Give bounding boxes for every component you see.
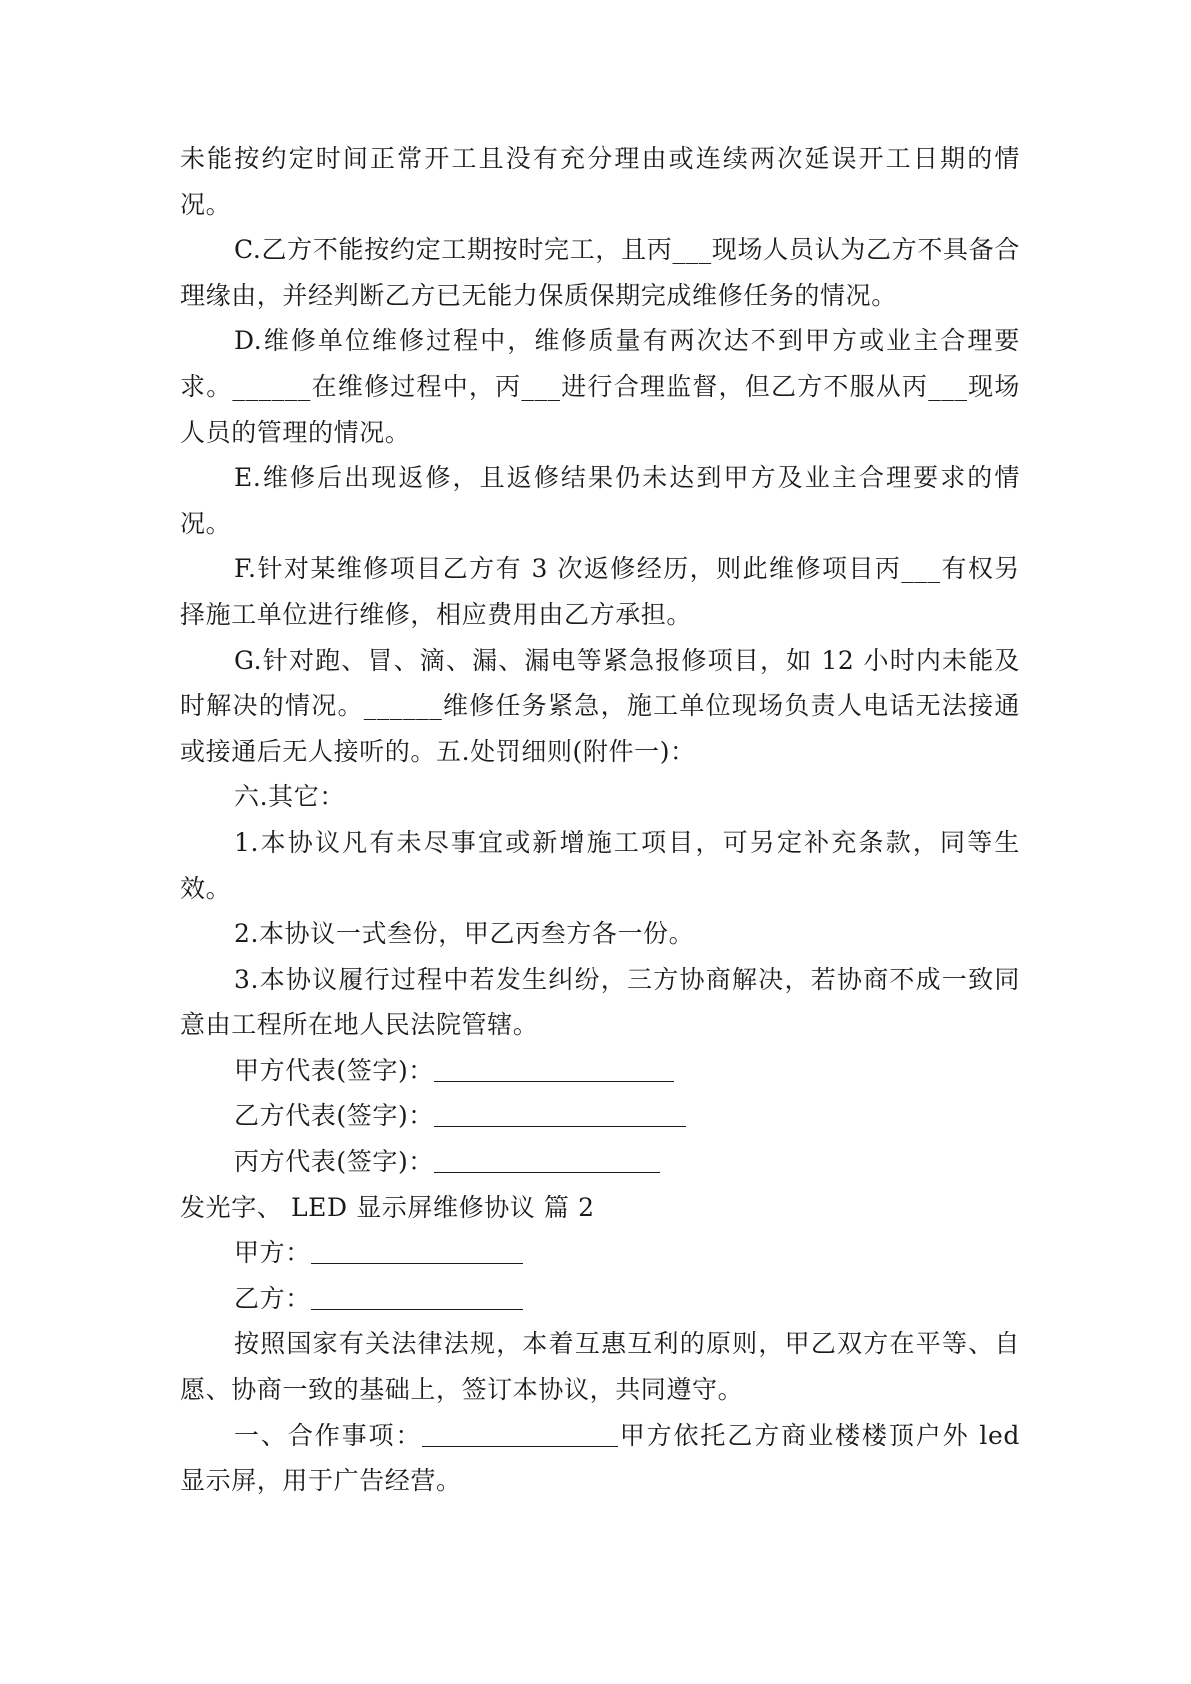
signature-party-c xyxy=(180,1139,1020,1185)
party-a-line xyxy=(180,1230,1020,1276)
clause-2: 2.本协议一式叁份，甲乙丙叁方各一份。 xyxy=(234,919,695,949)
signature-party-a xyxy=(180,1048,1020,1094)
clause-3: 3.本协议履行过程中若发生纠纷，三方协商解决，若协商不成一致同意由工程所在地人民法院管辖。 xyxy=(180,964,1020,1040)
signature-label-c: 丙方代表(签字)： xyxy=(234,1147,434,1177)
party-b-label: 乙方： xyxy=(234,1283,311,1313)
signature-label-b: 乙方代表(签字)： xyxy=(234,1101,434,1131)
signature-party-b xyxy=(180,1093,1020,1139)
cooperation-label: 一、合作事项： xyxy=(234,1420,423,1450)
document-body xyxy=(180,136,1020,1504)
paragraph-g: G.针对跑、冒、滴、漏、漏电等紧急报修项目，如 12 小时内未能及时解决的情况。______维修任务紧急，施工单位现场负责人电话无法接通或接通后无人接听的。五.处罚细则(附件一)： xyxy=(180,645,1020,766)
paragraph-start-delay: 未能按约定时间正常开工且没有充分理由或连续两次延误开工日期的情况。 xyxy=(180,144,1020,219)
section-title: 发光字、 LED 显示屏维修协议 篇 2 xyxy=(180,1192,595,1222)
section-other-heading: 六.其它： xyxy=(234,782,345,812)
cooperation-paragraph xyxy=(180,1413,1020,1504)
cooperation-blank[interactable] xyxy=(422,1420,618,1447)
party-b-line xyxy=(180,1276,1020,1322)
paragraph-e: E.维修后出现返修，且返修结果仍未达到甲方及业主合理要求的情况。 xyxy=(180,463,1020,538)
paragraph-d: D.维修单位维修过程中，维修质量有两次达不到甲方或业主合理要求。______在维修过程中，丙___进行合理监督，但乙方不服从丙___现场人员的管理的情况。 xyxy=(180,326,1020,447)
signature-blank-b[interactable] xyxy=(434,1100,686,1127)
paragraph-c: C.乙方不能按约定工期按时完工，且丙___现场人员认为乙方不具备合理缘由，并经判断乙方已无能力保质保期完成维修任务的情况。 xyxy=(180,235,1020,310)
paragraph-f: F.针对某维修项目乙方有 3 次返修经历，则此维修项目丙___有权另择施工单位进行维修，相应费用由乙方承担。 xyxy=(180,554,1020,629)
cooperation-text: 甲方依托乙方商业楼楼顶户外 led 显示屏，用于广告经营。 xyxy=(180,1420,1020,1496)
party-a-label: 甲方： xyxy=(234,1238,311,1268)
party-b-blank[interactable] xyxy=(311,1283,523,1310)
signature-label-a: 甲方代表(签字)： xyxy=(234,1055,434,1085)
signature-blank-a[interactable] xyxy=(434,1055,674,1082)
party-a-blank[interactable] xyxy=(311,1237,523,1264)
signature-blank-c[interactable] xyxy=(434,1146,660,1173)
clause-1: 1.本协议凡有未尽事宜或新增施工项目，可另定补充条款，同等生效。 xyxy=(180,827,1020,903)
intro-paragraph: 按照国家有关法律法规，本着互惠互利的原则，甲乙双方在平等、自愿、协商一致的基础上，签订本协议，共同遵守。 xyxy=(180,1329,1020,1405)
